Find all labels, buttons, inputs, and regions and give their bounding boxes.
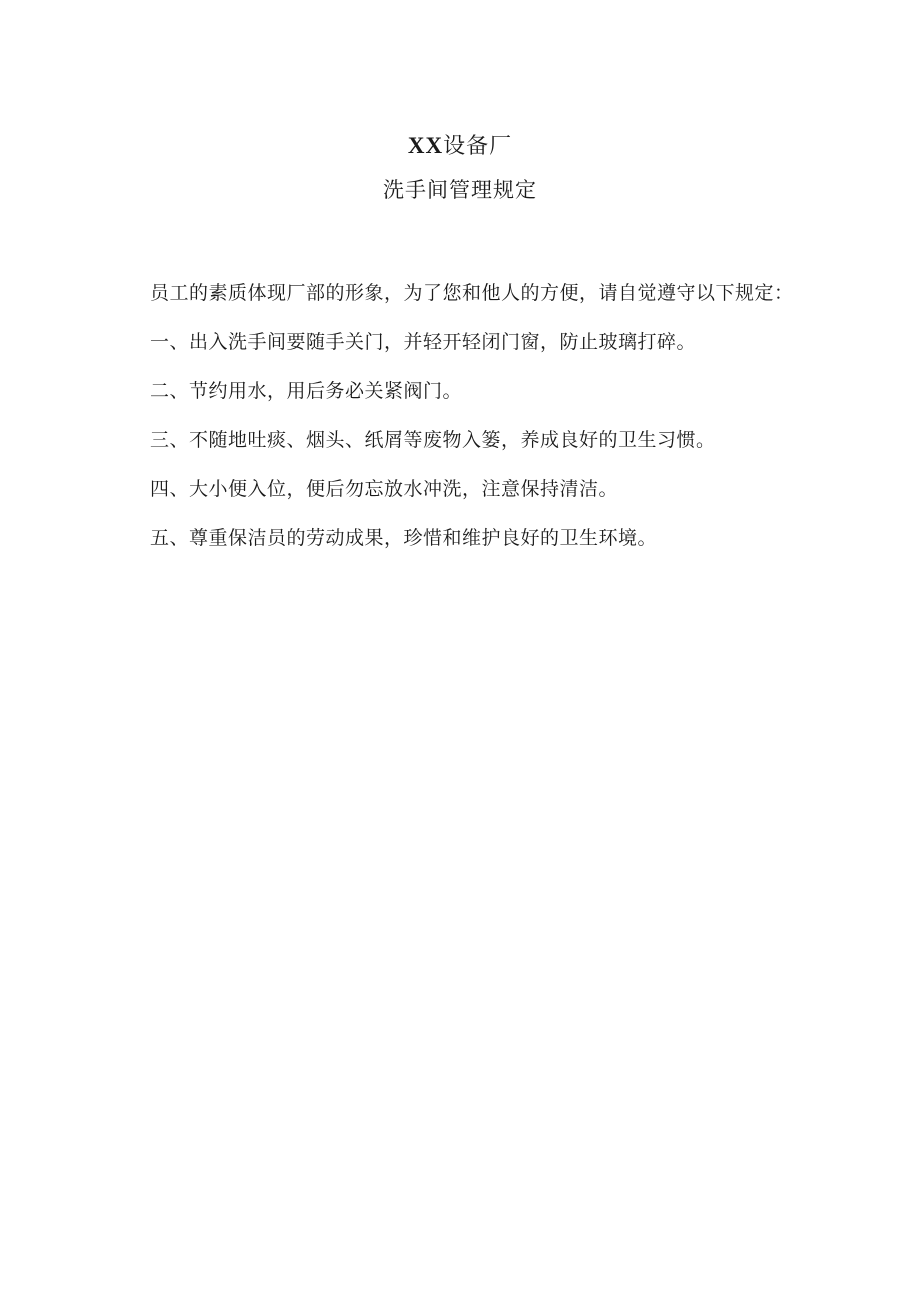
rules-list (110, 318, 815, 563)
document-title (0, 128, 920, 164)
title-block (0, 128, 920, 208)
rule-item: 一、出入洗手间要随手关门，并轻开轻闭门窗，防止玻璃打碎。 (150, 331, 697, 353)
document-subtitle: 洗手间管理规定 (383, 178, 537, 202)
document-body (110, 268, 815, 563)
rule-item: 三、不随地吐痰、烟头、纸屑等废物入篓，养成良好的卫生习惯。 (150, 429, 716, 451)
rule-item: 二、节约用水，用后务必关紧阀门。 (150, 380, 463, 402)
intro-paragraph: 员工的素质体现厂部的形象，为了您和他人的方便，请自觉遵守以下规定： (150, 282, 794, 304)
title-latin-prefix: XX (407, 133, 444, 158)
rule-item: 四、大小便入位，便后勿忘放水冲洗，注意保持清洁。 (150, 478, 619, 500)
title-factory-name: 设备厂 (443, 134, 513, 159)
rule-item: 五、尊重保洁员的劳动成果，珍惜和维护良好的卫生环境。 (150, 527, 658, 549)
